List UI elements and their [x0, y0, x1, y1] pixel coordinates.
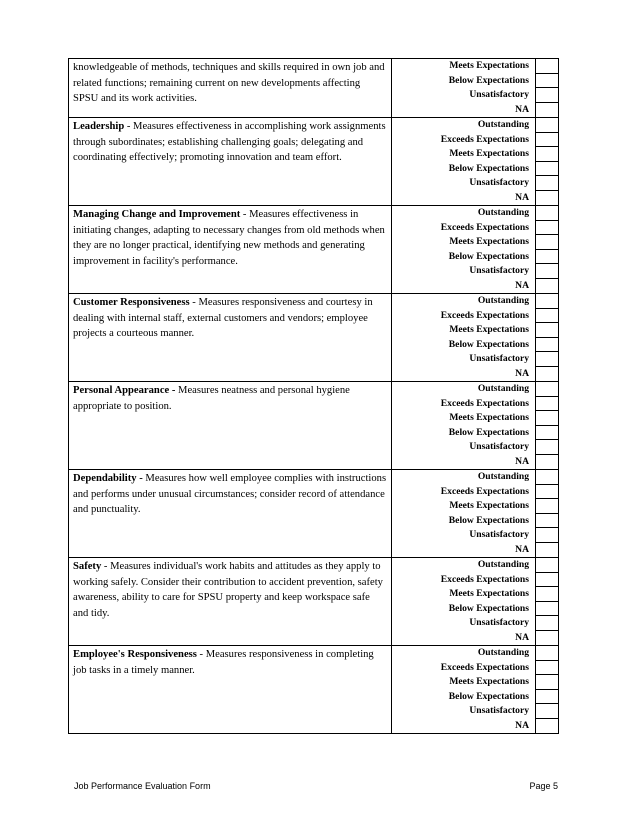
rating-label: NA	[515, 543, 529, 555]
rating-option	[392, 206, 558, 221]
rating-checkbox[interactable]	[535, 485, 558, 500]
rating-label: Below Expectations	[448, 426, 529, 438]
criterion-title: Dependability -	[73, 473, 143, 484]
rating-checkbox[interactable]	[535, 440, 558, 455]
rating-checkbox[interactable]	[535, 587, 558, 602]
rating-option	[392, 719, 558, 734]
rating-checkbox[interactable]	[535, 59, 558, 74]
rating-label: Exceeds Expectations	[440, 309, 529, 321]
rating-option	[392, 264, 558, 279]
rating-checkbox[interactable]	[535, 118, 558, 133]
rating-option	[392, 690, 558, 705]
criterion-description: Measures neatness and personal hygiene appropriate to position.	[73, 385, 350, 412]
criterion-description: Measures how well employee complies with instructions and performs under unusual circumstances; consider record of attendance and punctuality.	[73, 473, 387, 515]
rating-label: Unsatisfactory	[469, 265, 529, 276]
rating-option	[392, 440, 558, 455]
rating-checkbox[interactable]	[535, 309, 558, 324]
criterion-description-cell	[69, 558, 392, 646]
rating-checkbox[interactable]	[535, 250, 558, 265]
rating-options-cell	[392, 59, 559, 118]
rating-label: Exceeds Expectations	[440, 133, 529, 145]
rating-label: Unsatisfactory	[469, 177, 529, 188]
rating-label: Below Expectations	[448, 514, 529, 526]
rating-option	[392, 397, 558, 412]
rating-checkbox[interactable]	[535, 279, 558, 294]
criterion-title: Managing Change and Improvement	[73, 209, 241, 220]
rating-option	[392, 88, 558, 103]
rating-label: Meets Expectations	[449, 500, 529, 511]
rating-checkbox[interactable]	[535, 661, 558, 676]
rating-checkbox[interactable]	[535, 719, 558, 734]
rating-label: Meets Expectations	[449, 148, 529, 159]
rating-option	[392, 382, 558, 397]
rating-option	[392, 279, 558, 294]
rating-label: Meets Expectations	[449, 676, 529, 687]
criterion-row	[69, 382, 559, 470]
rating-checkbox[interactable]	[535, 323, 558, 338]
rating-checkbox[interactable]	[535, 426, 558, 441]
rating-label: Unsatisfactory	[469, 89, 529, 100]
rating-option	[392, 235, 558, 250]
criterion-row	[69, 59, 559, 118]
rating-label: Unsatisfactory	[469, 617, 529, 628]
rating-label: Unsatisfactory	[469, 441, 529, 452]
rating-label: NA	[515, 719, 529, 731]
criterion-row	[69, 294, 559, 382]
rating-label: Exceeds Expectations	[440, 573, 529, 585]
rating-checkbox[interactable]	[535, 470, 558, 485]
rating-option	[392, 704, 558, 719]
rating-label: Meets Expectations	[449, 412, 529, 423]
rating-option	[392, 221, 558, 236]
criterion-description: - Measures effectiveness in initiating changes, adapting to necessary changes from old methods when they are no longer practical, identifying new methods and generating improvement in facility's performance.	[73, 209, 385, 267]
criterion-title: Leadership	[73, 121, 125, 132]
rating-label: Unsatisfactory	[469, 353, 529, 364]
rating-checkbox[interactable]	[535, 147, 558, 162]
rating-checkbox[interactable]	[535, 338, 558, 353]
rating-option	[392, 573, 558, 588]
rating-option	[392, 661, 558, 676]
rating-checkbox[interactable]	[535, 74, 558, 89]
rating-checkbox[interactable]	[535, 528, 558, 543]
rating-checkbox[interactable]	[535, 162, 558, 177]
rating-option	[392, 514, 558, 529]
rating-options-cell	[392, 294, 559, 382]
rating-option	[392, 352, 558, 367]
rating-checkbox[interactable]	[535, 704, 558, 719]
rating-label: Outstanding	[477, 207, 529, 218]
rating-option	[392, 74, 558, 89]
criterion-description-cell	[69, 382, 392, 470]
rating-label: Below Expectations	[448, 250, 529, 262]
rating-option	[392, 133, 558, 148]
rating-options-cell	[392, 206, 559, 294]
rating-checkbox[interactable]	[535, 499, 558, 514]
rating-checkbox[interactable]	[535, 191, 558, 206]
rating-checkbox[interactable]	[535, 206, 558, 221]
rating-checkbox[interactable]	[535, 616, 558, 631]
rating-option	[392, 499, 558, 514]
rating-option	[392, 367, 558, 382]
rating-label: Below Expectations	[448, 74, 529, 86]
rating-label: NA	[515, 631, 529, 643]
criterion-title: Employee's Responsiveness	[73, 649, 197, 660]
rating-label: NA	[515, 367, 529, 379]
rating-checkbox[interactable]	[535, 235, 558, 250]
rating-option	[392, 309, 558, 324]
rating-option	[392, 485, 558, 500]
rating-option	[392, 528, 558, 543]
rating-label: Exceeds Expectations	[440, 661, 529, 673]
rating-label: Exceeds Expectations	[440, 221, 529, 233]
criterion-title: Customer Responsiveness	[73, 297, 190, 308]
rating-checkbox[interactable]	[535, 411, 558, 426]
rating-checkbox[interactable]	[535, 88, 558, 103]
criterion-row	[69, 558, 559, 646]
rating-checkbox[interactable]	[535, 514, 558, 529]
criterion-description: - Measures individual's work habits and attitudes as they apply to working safely. Consider their contribution to accident prevention, safety awareness, ability to care for SPSU property and keep workspace safe and tidy.	[73, 561, 383, 619]
rating-option	[392, 602, 558, 617]
rating-checkbox[interactable]	[535, 675, 558, 690]
rating-label: Meets Expectations	[449, 324, 529, 335]
rating-option	[392, 426, 558, 441]
rating-option	[392, 543, 558, 558]
rating-label: Below Expectations	[448, 690, 529, 702]
rating-checkbox[interactable]	[535, 367, 558, 382]
criterion-row	[69, 470, 559, 558]
rating-label: Unsatisfactory	[469, 529, 529, 540]
criterion-description: - Measures responsiveness in completing job tasks in a timely manner.	[73, 649, 374, 676]
criterion-description-cell	[69, 206, 392, 294]
rating-label: Outstanding	[477, 295, 529, 306]
criterion-title: Personal Appearance -	[73, 385, 176, 396]
rating-option	[392, 675, 558, 690]
rating-options-cell	[392, 118, 559, 206]
rating-option	[392, 616, 558, 631]
criterion-row	[69, 206, 559, 294]
rating-option	[392, 250, 558, 265]
rating-checkbox[interactable]	[535, 558, 558, 573]
rating-option	[392, 191, 558, 206]
rating-label: Below Expectations	[448, 602, 529, 614]
criterion-description: knowledgeable of methods, techniques and skills required in own job and related functions; remaining current on new developments affecting SPSU and its work activities.	[73, 62, 385, 104]
rating-label: Meets Expectations	[449, 236, 529, 247]
criterion-description-cell	[69, 646, 392, 734]
criterion-description-cell	[69, 59, 392, 118]
rating-option	[392, 338, 558, 353]
rating-label: NA	[515, 191, 529, 203]
rating-label: Unsatisfactory	[469, 705, 529, 716]
rating-label: Outstanding	[477, 471, 529, 482]
rating-checkbox[interactable]	[535, 221, 558, 236]
rating-options-cell	[392, 470, 559, 558]
rating-option	[392, 470, 558, 485]
rating-option	[392, 646, 558, 661]
rating-option	[392, 147, 558, 162]
rating-option	[392, 631, 558, 646]
rating-checkbox[interactable]	[535, 133, 558, 148]
rating-options-cell	[392, 558, 559, 646]
rating-checkbox[interactable]	[535, 543, 558, 558]
evaluation-table	[68, 58, 559, 734]
rating-option	[392, 162, 558, 177]
rating-option	[392, 411, 558, 426]
rating-checkbox[interactable]	[535, 264, 558, 279]
rating-option	[392, 558, 558, 573]
rating-label: Outstanding	[477, 559, 529, 570]
rating-checkbox[interactable]	[535, 602, 558, 617]
rating-option	[392, 323, 558, 338]
criterion-description-cell	[69, 470, 392, 558]
rating-label: NA	[515, 103, 529, 115]
rating-checkbox[interactable]	[535, 631, 558, 646]
rating-checkbox[interactable]	[535, 690, 558, 705]
rating-label: NA	[515, 455, 529, 467]
rating-options-cell	[392, 382, 559, 470]
rating-option	[392, 118, 558, 133]
footer-page-number: Page 5	[529, 781, 558, 791]
criterion-description-cell	[69, 294, 392, 382]
rating-label: Meets Expectations	[449, 60, 529, 71]
rating-option	[392, 294, 558, 309]
rating-label: Outstanding	[477, 383, 529, 394]
rating-checkbox[interactable]	[535, 294, 558, 309]
rating-label: Below Expectations	[448, 338, 529, 350]
rating-option	[392, 176, 558, 191]
rating-checkbox[interactable]	[535, 455, 558, 470]
rating-option	[392, 587, 558, 602]
rating-label: Exceeds Expectations	[440, 485, 529, 497]
rating-label: Below Expectations	[448, 162, 529, 174]
criterion-title: Safety	[73, 561, 102, 572]
criterion-description-cell	[69, 118, 392, 206]
rating-option	[392, 455, 558, 470]
criterion-row	[69, 118, 559, 206]
rating-checkbox[interactable]	[535, 573, 558, 588]
rating-label: Outstanding	[477, 119, 529, 130]
rating-label: Outstanding	[477, 647, 529, 658]
rating-checkbox[interactable]	[535, 646, 558, 661]
criterion-description: - Measures responsiveness and courtesy in dealing with internal staff, external customers and vendors; employee projects a courteous manner.	[73, 297, 373, 339]
rating-options-cell	[392, 646, 559, 734]
rating-option	[392, 59, 558, 74]
rating-option	[392, 103, 558, 118]
rating-checkbox[interactable]	[535, 176, 558, 191]
footer-form-title: Job Performance Evaluation Form	[74, 781, 211, 791]
rating-checkbox[interactable]	[535, 382, 558, 397]
rating-checkbox[interactable]	[535, 352, 558, 367]
criterion-row	[69, 646, 559, 734]
rating-checkbox[interactable]	[535, 103, 558, 118]
rating-label: NA	[515, 279, 529, 291]
criterion-description: - Measures effectiveness in accomplishing work assignments through subordinates; establishing challenging goals; delegating and coordinating effectively; promoting innovation and team effort.	[73, 121, 386, 163]
rating-checkbox[interactable]	[535, 397, 558, 412]
rating-label: Exceeds Expectations	[440, 397, 529, 409]
rating-label: Meets Expectations	[449, 588, 529, 599]
